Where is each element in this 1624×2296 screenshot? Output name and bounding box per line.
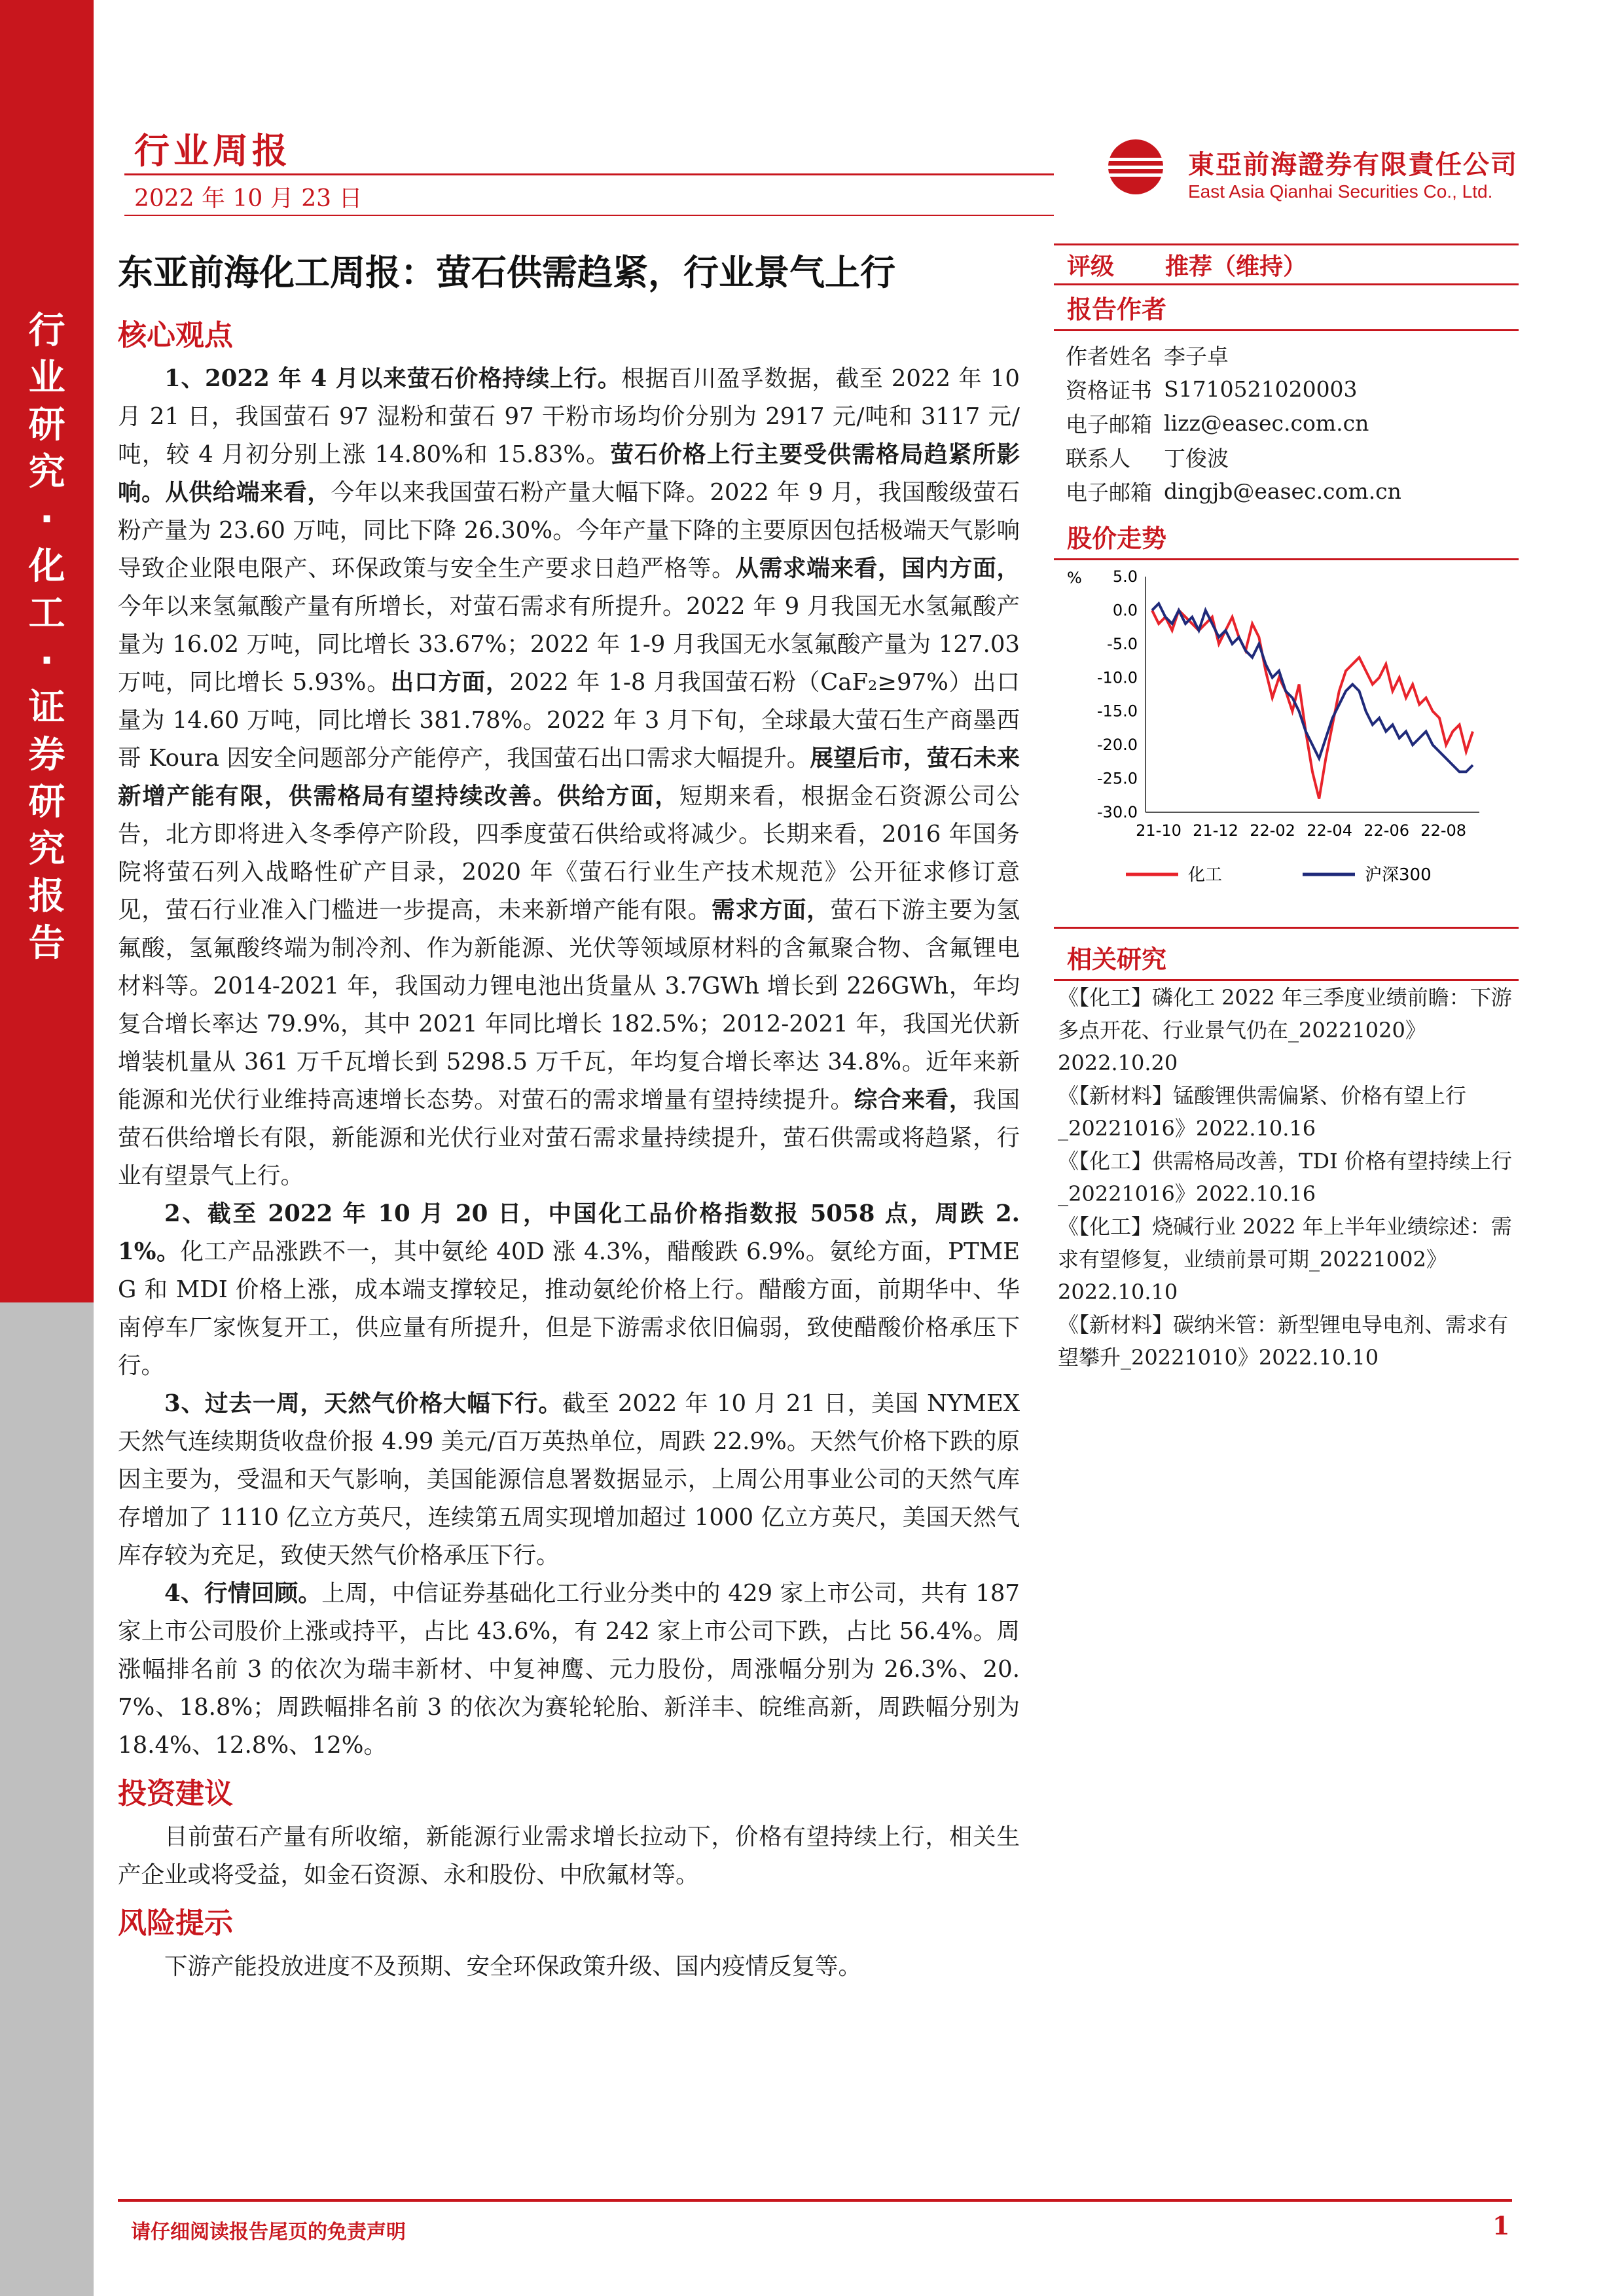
series-line-1 (1152, 603, 1473, 772)
author-row (1054, 440, 1519, 474)
company-name-cn: 東亞前海證券有限責任公司 (1188, 150, 1518, 180)
p1-bold-4: 出口方面， (390, 669, 510, 696)
y-axis-unit: % (1067, 569, 1082, 587)
report-date: 2022 年 10 月 23 日 (134, 185, 363, 212)
sidebar-char: · (39, 639, 54, 682)
sidebar-label (0, 308, 94, 967)
research-list (1054, 981, 1519, 1374)
series-line-0 (1152, 610, 1473, 798)
sidebar-char: · (39, 498, 54, 541)
sidebar-char: 研 (28, 404, 65, 446)
p1-text-3: 今年以来氢氟酸产量有所增长，对萤石需求有所提升。2022 年 9 月我国无水氢氟酸产量为 16.02 万吨，同比增长 33.67%；2022 年 1-9 月我国无水氢氟酸产量为 127.03 万吨，同比增长 5.93%。 (118, 593, 1020, 696)
right-column (1054, 243, 1519, 1374)
report-title: 东亚前海化工周报：萤石供需趋紧，行业景气上行 (118, 252, 895, 293)
x-tick-label: 22-06 (1363, 821, 1410, 840)
p1-text-2: 今年以来我国萤石粉产量大幅下降。2022 年 9 月，我国酸级萤石粉产量为 23.60 万吨，同比下降 26.30%。今年产量下降的主要原因包括极端天气影响导致企业限电限产、环保政策与安全生产要求日趋严格等。 (118, 479, 1020, 582)
sidebar-char: 研 (28, 781, 65, 823)
company-logo (1100, 134, 1172, 206)
invest-paragraph: 目前萤石产量有所收缩，新能源行业需求增长拉动下，价格有望持续上行，相关生产企业或将受益，如金石资源、永和股份、中欣氟材等。 (118, 1823, 1020, 1888)
p1-bold-3: 从需求端来看，国内方面， (735, 555, 1020, 582)
y-tick-label: -10.0 (1096, 668, 1138, 687)
author-key: 电子邮箱 (1066, 411, 1152, 437)
p4-bold: 4、行情回顾。 (164, 1580, 322, 1607)
paragraph-2 (118, 1195, 1020, 1385)
y-tick-label: -25.0 (1096, 769, 1138, 788)
stock-chart (1054, 560, 1519, 929)
paragraph-3 (118, 1385, 1020, 1575)
p1-bold-5: 展望后市，萤石未来新增产能有限，供需格局有望持续改善。供给方面， (118, 745, 1020, 810)
p1-text-5: 短期来看，根据金石资源公司公告，北方即将进入冬季停产阶段，四季度萤石供给或将减少。长期来看，2016 年国务院将萤石列入战略性矿产目录，2020 年《萤石行业生产技术规范》公开征求修订意见，萤石行业准入门槛进一步提高，未来新增产能有限。 (118, 783, 1020, 924)
author-key: 作者姓名 (1066, 343, 1152, 369)
author-email[interactable]: dingjb@easec.com.cn (1164, 478, 1401, 504)
footer-rule (118, 2199, 1512, 2202)
research-link[interactable]: 《【化工】供需格局改善，TDI 价格有望持续上行_20221016》2022.10.16 (1058, 1149, 1512, 1206)
research-link[interactable]: 《【新材料】锰酸锂供需偏紧、价格有望上行_20221016》2022.10.16 (1058, 1083, 1467, 1141)
header-rule-2 (124, 215, 1054, 216)
y-tick-label: -15.0 (1096, 702, 1138, 721)
sidebar-char: 报 (28, 875, 65, 918)
research-link[interactable]: 《【化工】磷化工 2022 年三季度业绩前瞻：下游多点开花、行业景气仍在_20221020》2022.10.20 (1058, 985, 1512, 1075)
author-row (1054, 406, 1519, 440)
rating-label: 评级 (1067, 252, 1115, 280)
p1-bold-6: 需求方面， (712, 897, 831, 924)
research-link[interactable]: 《【新材料】碳纳米管：新型锂电导电剂、需求有望攀升_20221010》2022.10.10 (1058, 1312, 1509, 1370)
p1-bold-2: 萤石价格上行主要受供需格局趋紧所影响。从供给端来看， (118, 441, 1020, 506)
author-key: 资格证书 (1066, 377, 1152, 403)
header-rule (124, 173, 1054, 175)
company-name-en: East Asia Qianhai Securities Co., Ltd. (1188, 181, 1493, 202)
author-row (1054, 474, 1519, 508)
section-core-view: 核心观点 (118, 319, 233, 352)
p2-bold: 2、截至 2022 年 10 月 20 日，中国化工品价格指数报 5058 点，周跌 2.1%。 (118, 1200, 1020, 1265)
x-tick-label: 21-12 (1193, 821, 1238, 840)
y-tick-label: 0.0 (1112, 601, 1138, 620)
author-row (1054, 372, 1519, 406)
p3-bold: 3、过去一周，天然气价格大幅下行。 (164, 1390, 562, 1417)
p1-text-6: 萤石下游主要为氢氟酸，氢氟酸终端为制冷剂、作为新能源、光伏等领域原材料的含氟聚合物、含氟锂电材料等。2014-2021 年，我国动力锂电池出货量从 3.7GWh 增长到 226GWh，年均复合增长率达 79.9%，其中 2021 年同比增长 182.5%；2012-2021 年，我国光伏新增装机量从 361 万千瓦增长到 5298.5 万千瓦，年均复合增长率达 34.8%。近年来新能源和光伏行业维持高速增长态势。对萤石的需求增量有望持续提升。 (118, 897, 1020, 1113)
chart-heading: 股价走势 (1054, 514, 1519, 560)
footer-disclaimer: 请仔细阅读报告尾页的免责声明 (131, 2221, 406, 2244)
research-link[interactable]: 《【化工】烧碱行业 2022 年上半年业绩综述：需求有望修复，业绩前景可期_20221002》2022.10.10 (1058, 1214, 1512, 1304)
sidebar-char: 证 (28, 687, 65, 729)
author-value: 丁俊波 (1164, 445, 1229, 471)
y-tick-label: 5.0 (1112, 567, 1138, 586)
risk-paragraph: 下游产能投放进度不及预期、安全环保政策升级、国内疫情反复等。 (164, 1953, 862, 1980)
sidebar-char: 究 (28, 828, 65, 870)
sidebar (0, 0, 94, 2296)
sidebar-char: 工 (28, 592, 65, 635)
p3-text: 截至 2022 年 10 月 21 日，美国 NYMEX 天然气连续期货收盘价报 4.99 美元/百万英热单位，周跌 22.9%。天然气价格下跌的原因主要为，受温和天气影响，美国能源信息署数据显示，上周公用事业公司的天然气库存增加了 1110 亿立方英尺，连续第五周实现增加超过 1000 亿立方英尺，美国天然气库存较为充足，致使天然气价格承压下行。 (118, 1390, 1020, 1569)
x-tick-label: 22-02 (1250, 821, 1295, 840)
sidebar-char: 行 (28, 310, 65, 352)
author-email[interactable]: lizz@easec.com.cn (1164, 410, 1369, 436)
p1-text-1: 根据百川盈孚数据，截至 2022 年 10 月 21 日，我国萤石 97 湿粉和萤石 97 干粉市场均价分别为 2917 元/吨和 3117 元/吨，较 4 月初分别上涨 14.80%和 15.83%。 (118, 365, 1020, 468)
rating-value: 推荐（维持） (1165, 252, 1307, 280)
author-row (1054, 338, 1519, 372)
p1-bold-7: 综合来看， (854, 1086, 973, 1113)
legend-label: 沪深300 (1365, 865, 1432, 885)
p1-text-7: 我国萤石供给增长有限，新能源和光伏行业对萤石需求量持续提升，萤石供需或将趋紧，行业有望景气上行。 (118, 1086, 1020, 1189)
main-column (118, 247, 1020, 1986)
paragraph-4 (118, 1575, 1020, 1765)
authors-heading: 报告作者 (1054, 285, 1519, 331)
author-table (1054, 338, 1519, 508)
sidebar-char: 业 (28, 357, 65, 399)
research-heading: 相关研究 (1054, 935, 1519, 981)
stock-chart-svg (1054, 560, 1512, 927)
sidebar-char: 券 (28, 734, 65, 776)
paragraph-1 (118, 360, 1020, 1195)
author-value: S1710521020003 (1164, 376, 1358, 402)
rating-bar (1054, 243, 1519, 285)
y-tick-label: -30.0 (1096, 803, 1138, 821)
legend-label: 化工 (1188, 865, 1223, 885)
page-number: 1 (1492, 2211, 1510, 2240)
section-invest: 投资建议 (118, 1777, 233, 1810)
y-tick-label: -5.0 (1107, 634, 1138, 653)
sidebar-char: 化 (28, 545, 65, 588)
p4-text: 上周，中信证券基础化工行业分类中的 429 家上市公司，共有 187 家上市公司股价上涨或持平，占比 43.6%，有 242 家上市公司下跌，占比 56.4%。周涨幅排名前 3 的依次为瑞丰新材、中复神鹰、元力股份，周涨幅分别为 26.3%、20.7%、18.8%；周跌幅排名前 3 的依次为赛轮轮胎、新洋丰、皖维高新，周跌幅分别为 18.4%、12.8%、12%。 (118, 1580, 1020, 1759)
sidebar-char: 告 (28, 922, 65, 965)
author-key: 电子邮箱 (1066, 479, 1152, 505)
author-value: 李子卓 (1164, 343, 1229, 369)
p1-bold-1: 1、2022 年 4 月以来萤石价格持续上行。 (164, 365, 622, 392)
x-tick-label: 22-04 (1307, 821, 1352, 840)
x-tick-label: 21-10 (1136, 821, 1182, 840)
p2-text: 化工产品涨跌不一，其中氨纶 40D 涨 4.3%，醋酸跌 6.9%。氨纶方面，PTMEG 和 MDI 价格上涨，成本端支撑较足，推动氨纶价格上行。醋酸方面，前期华中、华南停车厂家恢复开工，供应量有所提升，但是下游需求依旧偏弱，致使醋酸价格承压下行。 (118, 1238, 1020, 1379)
author-key: 联系人 (1066, 445, 1130, 471)
doc-type: 行业周报 (134, 130, 291, 171)
sidebar-char: 究 (28, 451, 65, 493)
section-risk: 风险提示 (118, 1907, 233, 1940)
y-tick-label: -20.0 (1096, 736, 1138, 755)
x-tick-label: 22-08 (1420, 821, 1467, 840)
p1-text-4: 2022 年 1-8 月我国萤石粉（CaF₂≥97%）出口量为 14.60 万吨，同比增长 381.78%。2022 年 3 月下旬，全球最大萤石生产商墨西哥 Koura 因安全问题部分产能停产，我国萤石出口需求大幅提升。 (118, 669, 1020, 772)
